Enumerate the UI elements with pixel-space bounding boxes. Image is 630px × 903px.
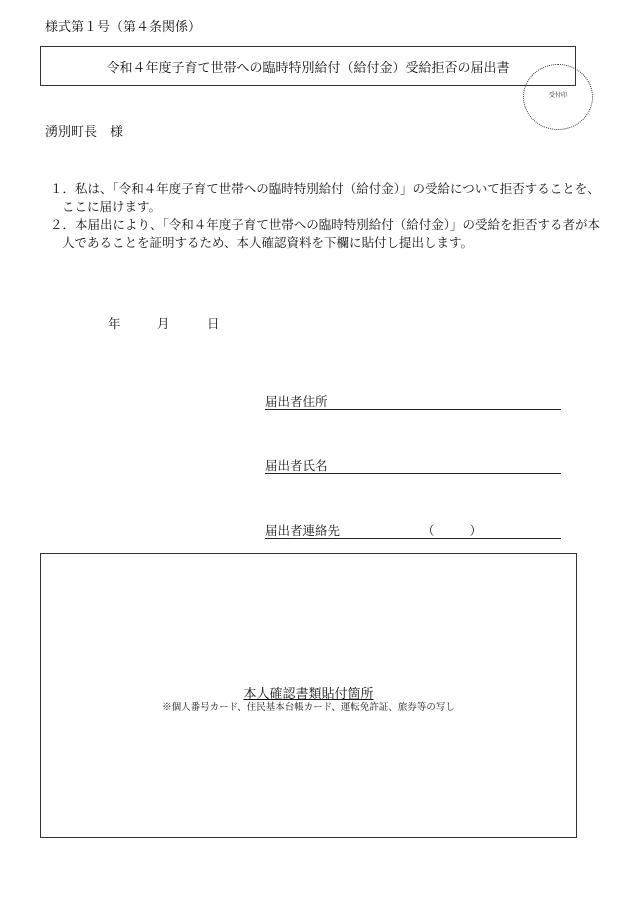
name-field[interactable]: [265, 456, 561, 474]
name-label: 届出者氏名: [265, 458, 328, 473]
form-number: 様式第１号（第４条関係）: [45, 20, 202, 35]
attachment-note: ※個人番号カード、住民基本台帳カード、運転免許証、旅券等の写し: [162, 702, 455, 713]
title-box: [40, 46, 576, 86]
address-label: 届出者住所: [265, 394, 328, 409]
statement-1-line-1: １．私は、「令和４年度子育て世帯への臨時特別給付（給付金）」の受給について拒否することを、: [50, 181, 600, 196]
id-attachment-area: [40, 553, 577, 838]
document-title: 令和４年度子育て世帯への臨時特別給付（給付金）受給拒否の届出書: [106, 60, 510, 76]
statement-2-line-1: ２．本届出により、「令和４年度子育て世帯への臨時特別給付（給付金）」の受給を拒否する者が本: [50, 217, 601, 232]
contact-close-paren: ）: [469, 523, 482, 538]
addressee: 湧別町長 様: [45, 125, 124, 140]
contact-label: 届出者連絡先: [265, 523, 341, 538]
date-month: 月: [157, 316, 170, 331]
contact-open-paren: （: [422, 523, 435, 538]
statement-2-line-2: 人であることを証明するため、本人確認資料を下欄に貼付し提出します。: [62, 235, 474, 250]
statement-1-line-2: ここに届けます。: [62, 199, 162, 214]
date-day: 日: [207, 316, 220, 331]
date-year: 年: [108, 316, 121, 331]
stamp-label: 受付印: [548, 92, 567, 99]
attachment-title: 本人確認書類貼付箇所: [243, 687, 374, 702]
contact-field[interactable]: [265, 521, 561, 539]
address-field[interactable]: [265, 392, 561, 410]
reception-stamp-circle: [523, 64, 593, 130]
